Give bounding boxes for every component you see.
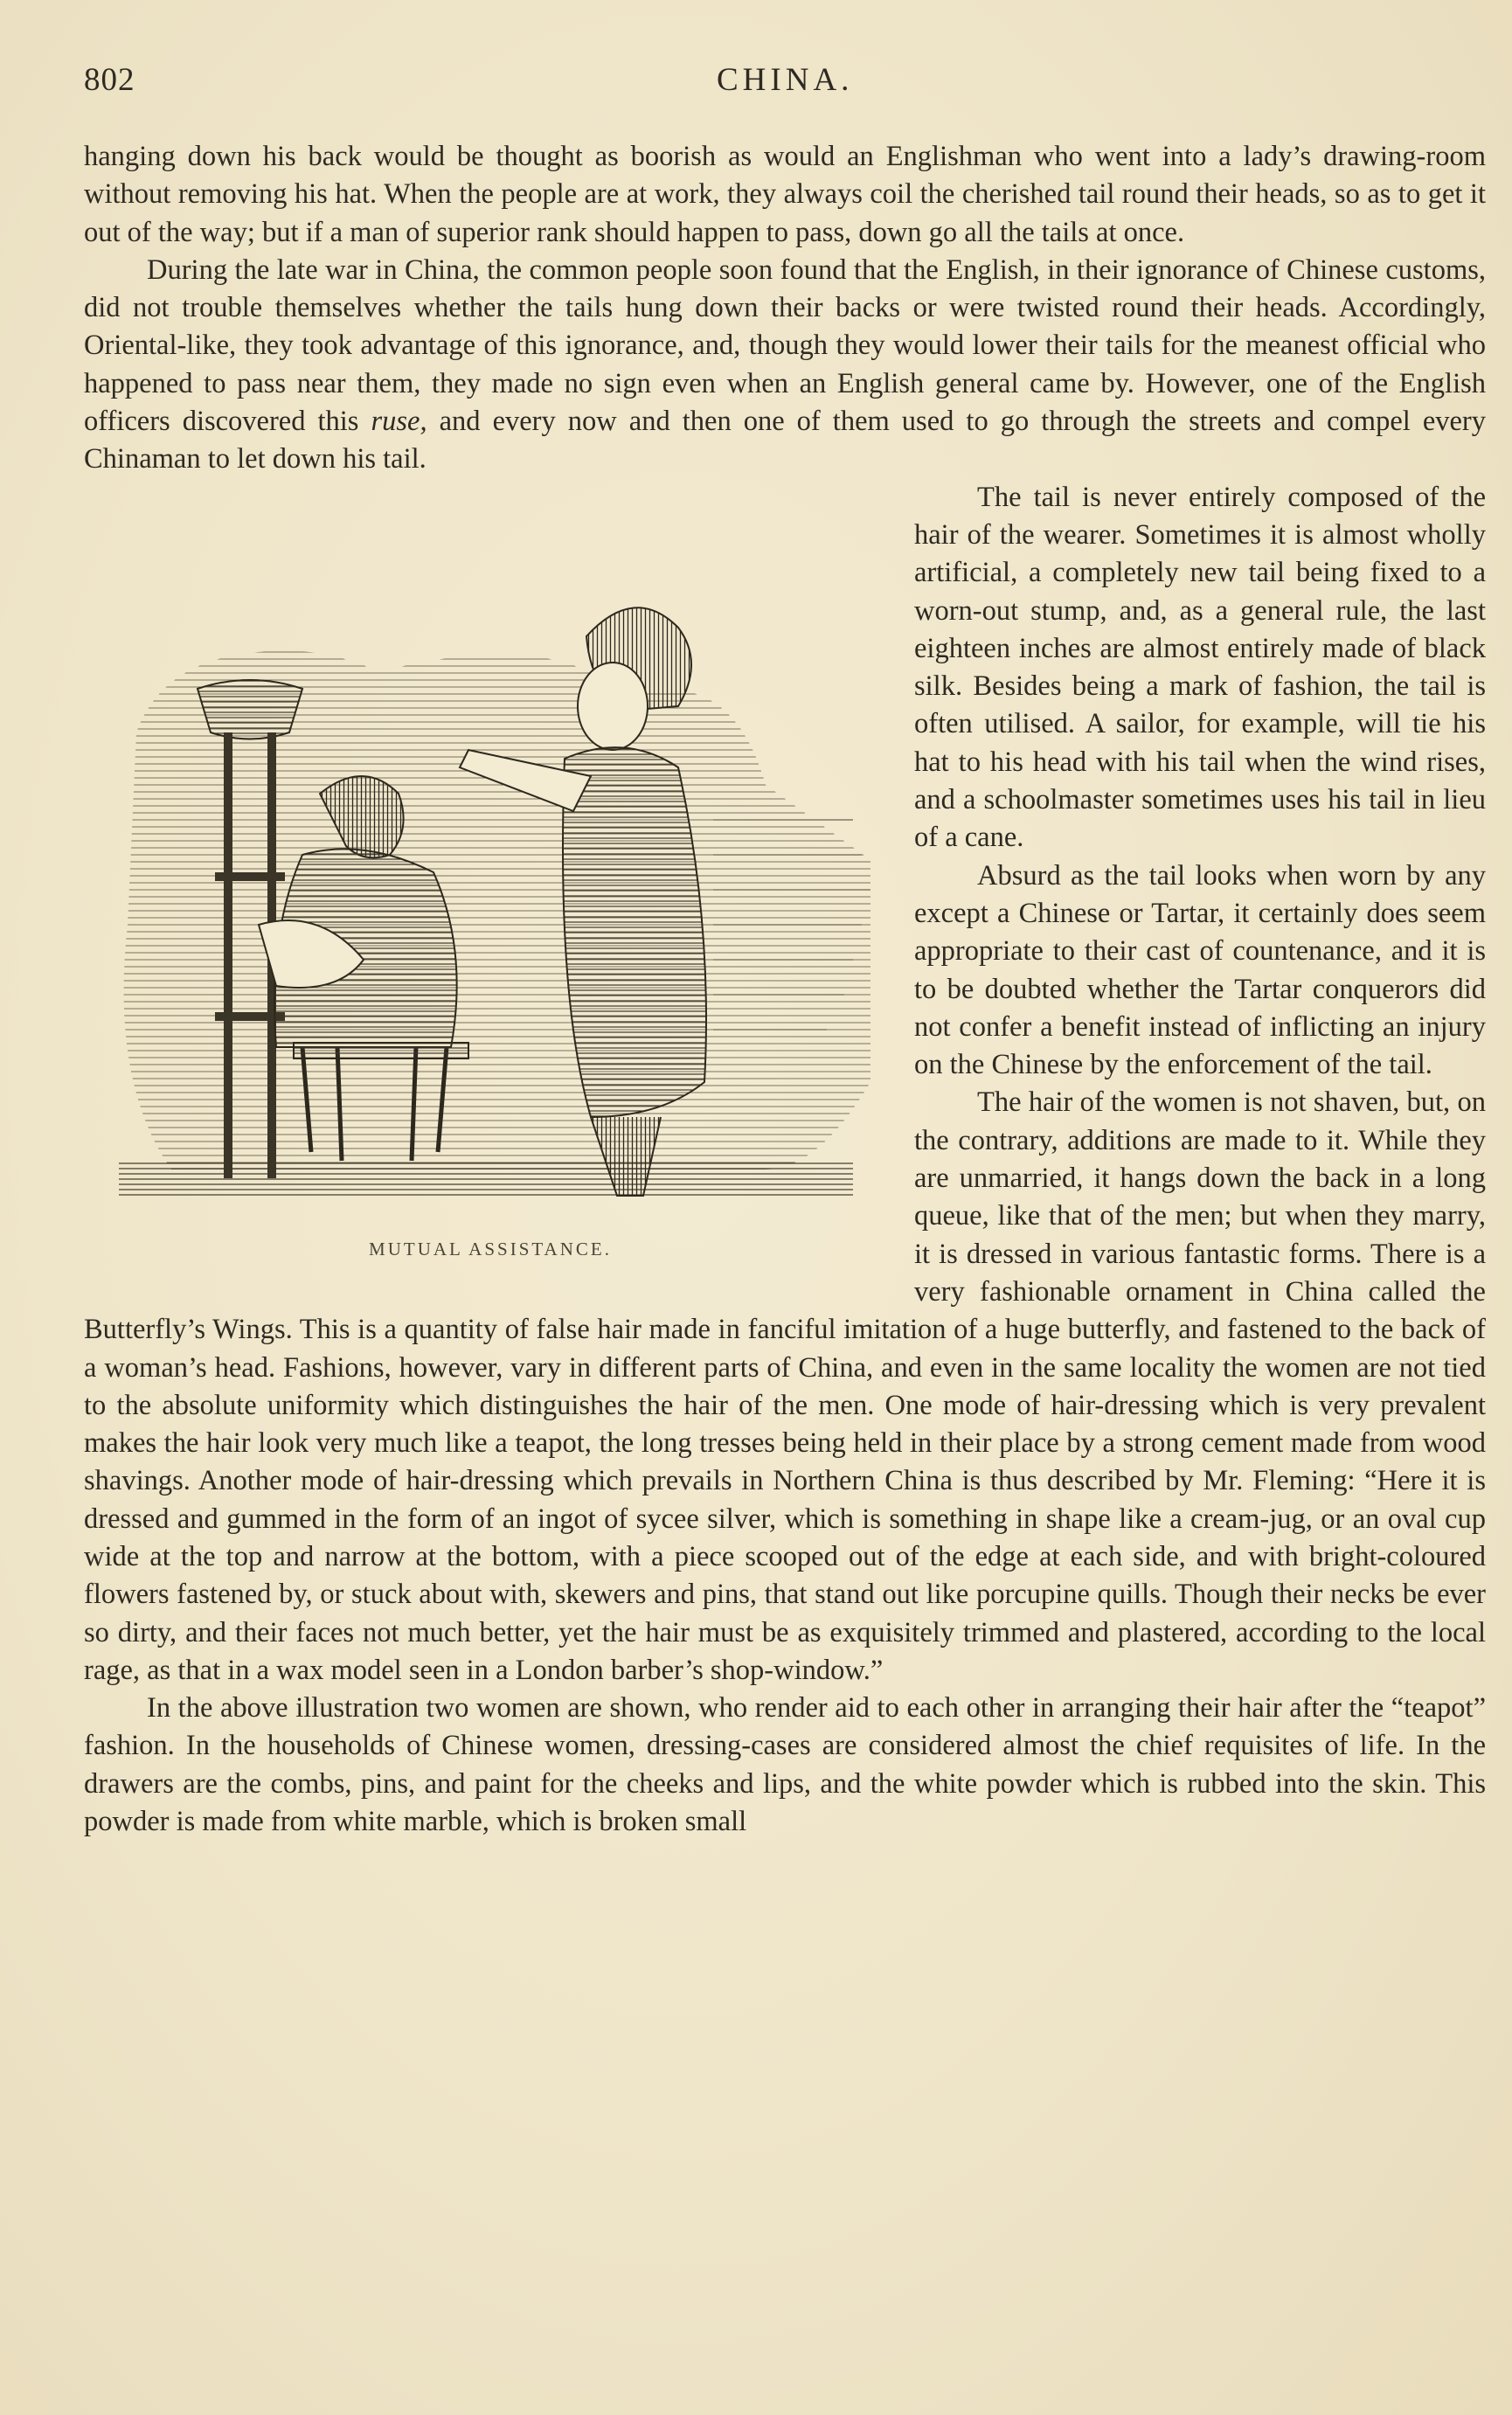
paragraph-2 — [84, 252, 1486, 479]
paragraph-4: Absurd as the tail looks when worn by any except a Chinese or Tartar, it certainly does seem appropriate to their cast of countenance, and it is to be doubted whether the Tartar conquerors did not confer a benefit instead of inflicting an injury on the Chinese by the enforcement of the tail. — [914, 859, 1486, 1081]
running-head: CHINA. — [717, 62, 854, 98]
illustration-figure — [84, 479, 897, 1309]
ruse-italic: ruse, — [371, 406, 427, 438]
hairdressing-engraving — [101, 558, 870, 1239]
paragraph-5: The hair of the women is not shaven, but, on the contrary, additions are made to it. While they are unmarried, it hangs down the back in a long queue, like that of the men; but when they marry, it is dressed in various fantastic forms. There is a very fashionable ornament in China called the Butterfly’s Wings. This is a quantity of false hair made in fanciful imitation of a huge butterfly, and fastened to the back of a woman’s head. Fashions, however, vary in different parts of China, and even in the same locality the women are not tied to the absolute uniformity which distinguishes the hair of the men. One mode of hair-dressing which is very prevalent makes the hair look very much like a teapot, the long tresses being held in their place by a strong cement made from wood shavings. Another mode of hair-dressing which prevails in Northern China is thus described by Mr. Fleming: “Here it is dressed and gummed in the form of an ingot of sycee silver, which is something in shape like a cream-jug, or an oval cup wide at the top and narrow at the bottom, with a piece scooped out of the edge at each side, and with bright-coloured flowers fastened by, or stuck about with, skewers and pins, that stand out like porcupine quills. Though their necks be ever so dirty, and their faces not much better, yet the hair must be as exquisitely trimmed and plastered, according to the local rage, as that in a wax model seen in a London barber’s shop-window.” — [84, 1086, 1486, 1686]
figure-caption: MUTUAL ASSISTANCE. — [369, 1238, 612, 1260]
paragraph-2-text: During the late war in China, the common people soon found that the English, in their ignorance of Chinese customs, did not trouble themselves whether the tails hung down their backs or were twisted round their heads. Accordingly, Oriental-like, they took advantage of this ignorance, and, though they would lower their tails for the meanest official who happened to pass near them, they made no sign even when an English general came by. However, one of the English officers discovered this — [84, 253, 1486, 438]
page-number: 802 — [84, 62, 135, 98]
paragraph-2-end: and every now and then one of them used to go through the streets and compel every Chinaman to let down his tail. — [84, 406, 1486, 475]
paragraph-6: In the above illustration two women are shown, who render aid to each other in arranging their hair after the “teapot” fashion. In the households of Chinese women, dressing-cases are considered almost the chief requisites of life. In the drawers are the combs, pins, and paint for the cheeks and lips, and the white powder which is rubbed into the skin. This powder is made from white marble, which is broken small — [84, 1692, 1486, 1838]
article-body — [84, 138, 1486, 1841]
page-header — [84, 61, 1491, 114]
paragraph-3: The tail is never entirely composed of the hair of the wearer. Sometimes it is almost wholly artificial, a completely new tail being fixed to a worn-out stump, and, as a general rule, the last eighteen inches are almost entirely made of black silk. Besides being a mark of fashion, the tail is often utilised. A sailor, for example, will tie his hat to his head with his tail when the wind rises, and a schoolmaster sometimes uses his tail in lieu of a cane. — [914, 481, 1486, 854]
paragraph-1: hanging down his back would be thought as boorish as would an Englishman who went into a lady’s drawing-room without removing his hat. When the people are at work, they always coil the cherished tail round their heads, so as to get it out of the way; but if a man of superior rank should happen to pass, down go all the tails at once. — [84, 141, 1486, 248]
